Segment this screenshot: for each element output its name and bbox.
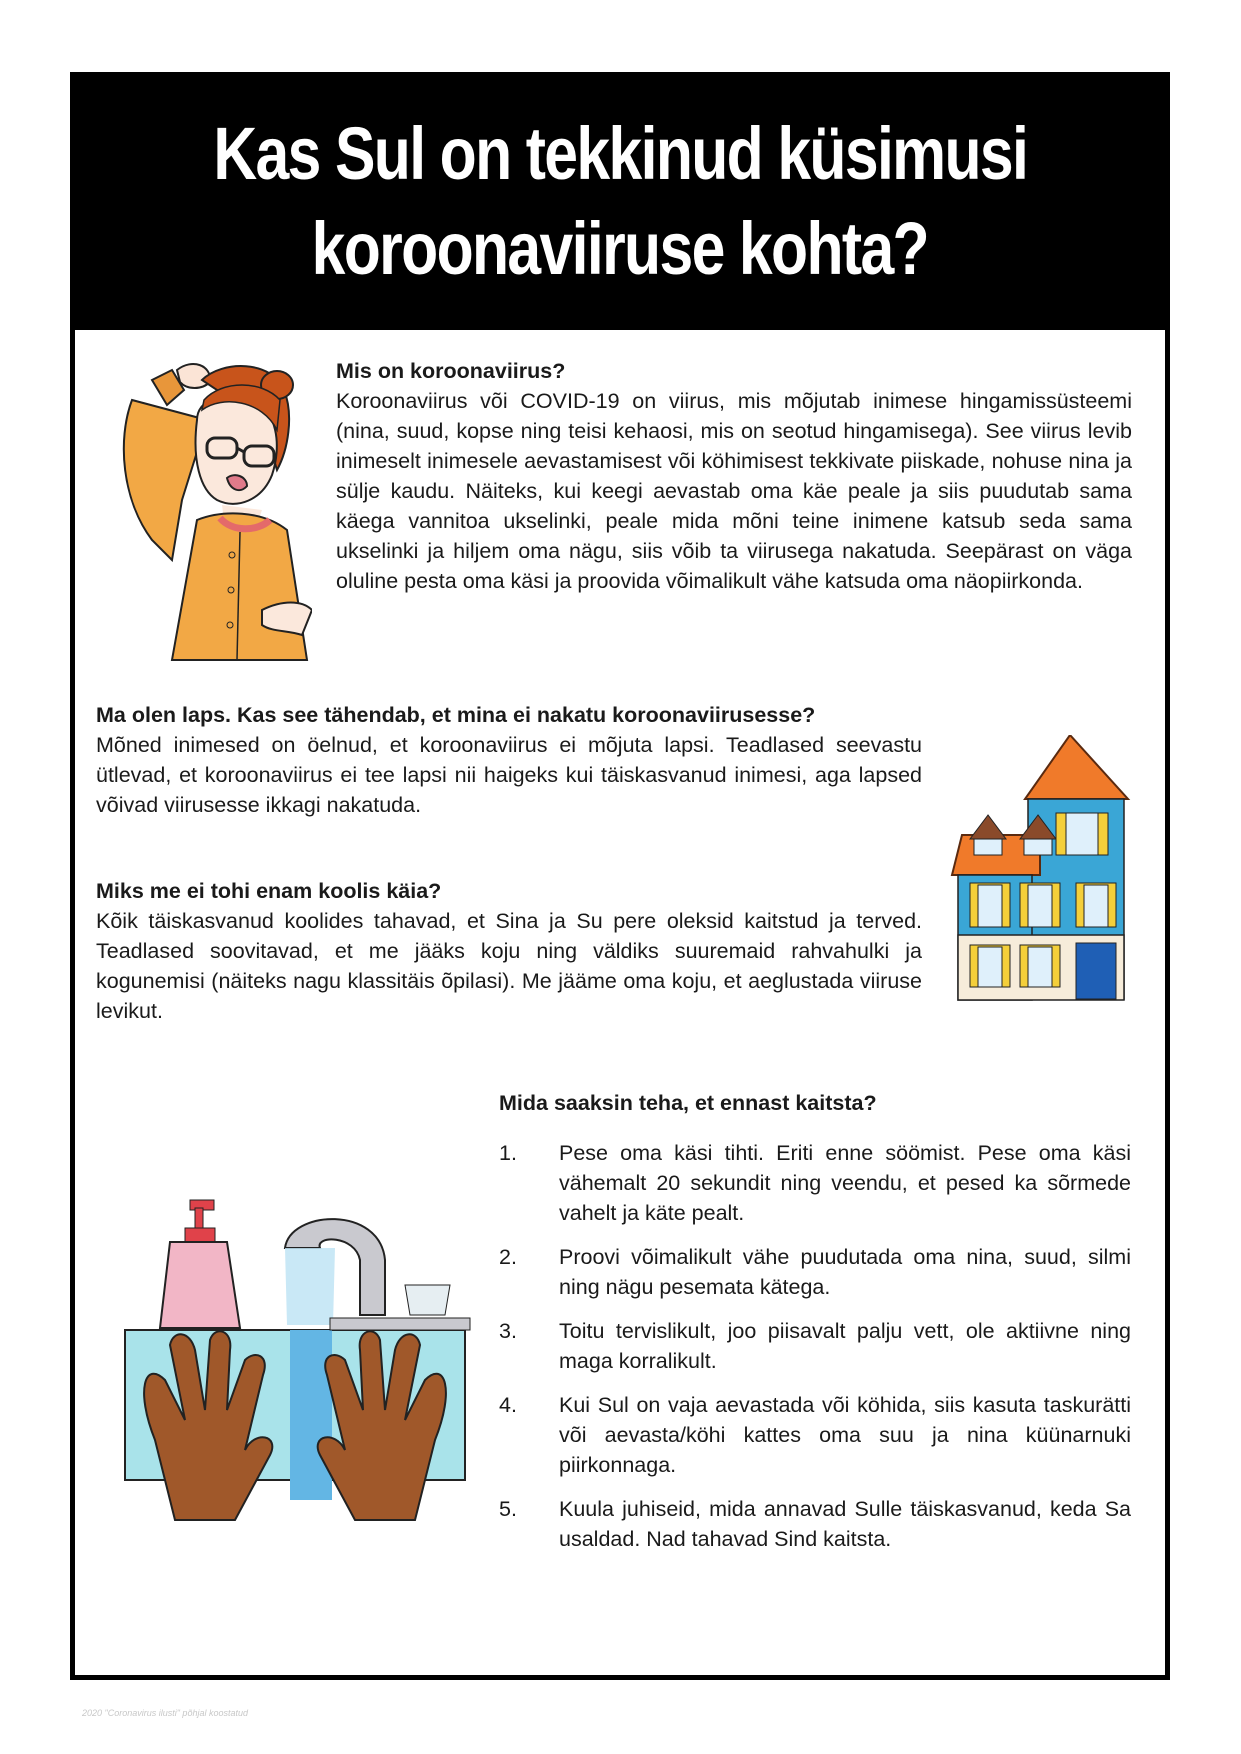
middle-column xyxy=(96,700,922,1026)
list-number: 3. xyxy=(499,1319,517,1343)
right-column xyxy=(336,356,1132,596)
protection-list xyxy=(499,1088,1131,1554)
list-text: Pese oma käsi tihti. Eriti enne söömist. Pese oma käsi vähemalt 20 sekundit ning veendu, et pesed ka sõrmede vahelt ja käte pealt. xyxy=(559,1141,1131,1225)
confused-woman-illustration xyxy=(112,360,312,670)
list-item xyxy=(499,1138,1131,1228)
section-heading-protect-yourself: Mida saaksin teha, et ennast kaitsta? xyxy=(499,1091,877,1115)
list-text: Proovi võimalikult vähe puudutada oma nina, suud, silmi ning nägu pesemata kätega. xyxy=(559,1245,1131,1299)
list-number: 1. xyxy=(499,1141,517,1165)
list-number: 5. xyxy=(499,1497,517,1521)
list-text: Kuula juhiseid, mida annavad Sulle täiskasvanud, keda Sa usaldad. Nad tahavad Sind kaitsta. xyxy=(559,1497,1131,1551)
list-item xyxy=(499,1494,1131,1554)
section-school-closure xyxy=(96,876,922,1026)
page-title-line-1: Kas Sul on tekkinud küsimusi xyxy=(213,111,1027,195)
footer-credit: 2020 "Coronavirus ilusti" põhjal koostatud xyxy=(82,1708,248,1718)
page-title-line-2: koroonaviiruse kohta? xyxy=(311,207,929,290)
section-body: Koroonaviirus või COVID-19 on viirus, mis mõjutab inimese hingamissüsteemi (nina, suud, kopse ning teisi kehaosi, mis on seotud hingamisega). See viirus levib inimeselt inimesele aevastamisest või köhimisest tekkivate piiskade, nohuse nina ja sülje kaudu. Näiteks, kui keegi aevastab oma käe peale ja siis puudutab sama käega vannitoa ukselinki, peale mida mõni teine inimene katsub seda sama ukselinki ja hiljem oma nägu, siis võib ta viirusega nakatuda. Seepärast on väga oluline pesta oma käsi ja proovida võimalikult vähe katsuda oma näopiirkonda. xyxy=(336,389,1132,593)
handwashing-illustration xyxy=(115,1190,475,1550)
section-what-is-coronavirus xyxy=(336,356,1132,596)
list-item xyxy=(499,1242,1131,1302)
list-number: 4. xyxy=(499,1393,517,1417)
house-illustration xyxy=(950,735,1150,1020)
list-text: Kui Sul on vaja aevastada või köhida, siis kasuta taskurätti või aevasta/köhi kattes oma suu ja nina küünarnuki piirkonnaga. xyxy=(559,1393,1131,1477)
list-text: Toitu tervislikult, joo piisavalt palju vett, ole aktiivne ning maga korralikult. xyxy=(559,1319,1131,1373)
section-heading: Miks me ei tohi enam koolis käia? xyxy=(96,879,442,903)
section-heading: Ma olen laps. Kas see tähendab, et mina ei nakatu koroonaviirusesse? xyxy=(96,703,816,727)
list-item xyxy=(499,1316,1131,1376)
section-children-infection xyxy=(96,700,922,820)
list-number: 2. xyxy=(499,1245,517,1269)
section-body: Mõned inimesed on öelnud, et koroonaviirus ei mõjuta lapsi. Teadlased seevastu ütlevad, et koroonaviirus ei tee lapsi nii haigeks kui täiskasvanud inimesi, aga lapsed võivad viirusesse ikkagi nakatuda. xyxy=(96,733,922,817)
list-item xyxy=(499,1390,1131,1480)
section-heading: Mis on koroonaviirus? xyxy=(336,359,566,383)
section-body: Kõik täiskasvanud koolides tahavad, et Sina ja Su pere oleksid kaitstud ja terved. Teadlased soovitavad, et me jääks koju ning väldiks suuremaid rahvahulki ja kogunemisi (näiteks nagu klassitäis õpilasi). Me jääme oma koju, et aeglustada viiruse levikut. xyxy=(96,909,922,1023)
